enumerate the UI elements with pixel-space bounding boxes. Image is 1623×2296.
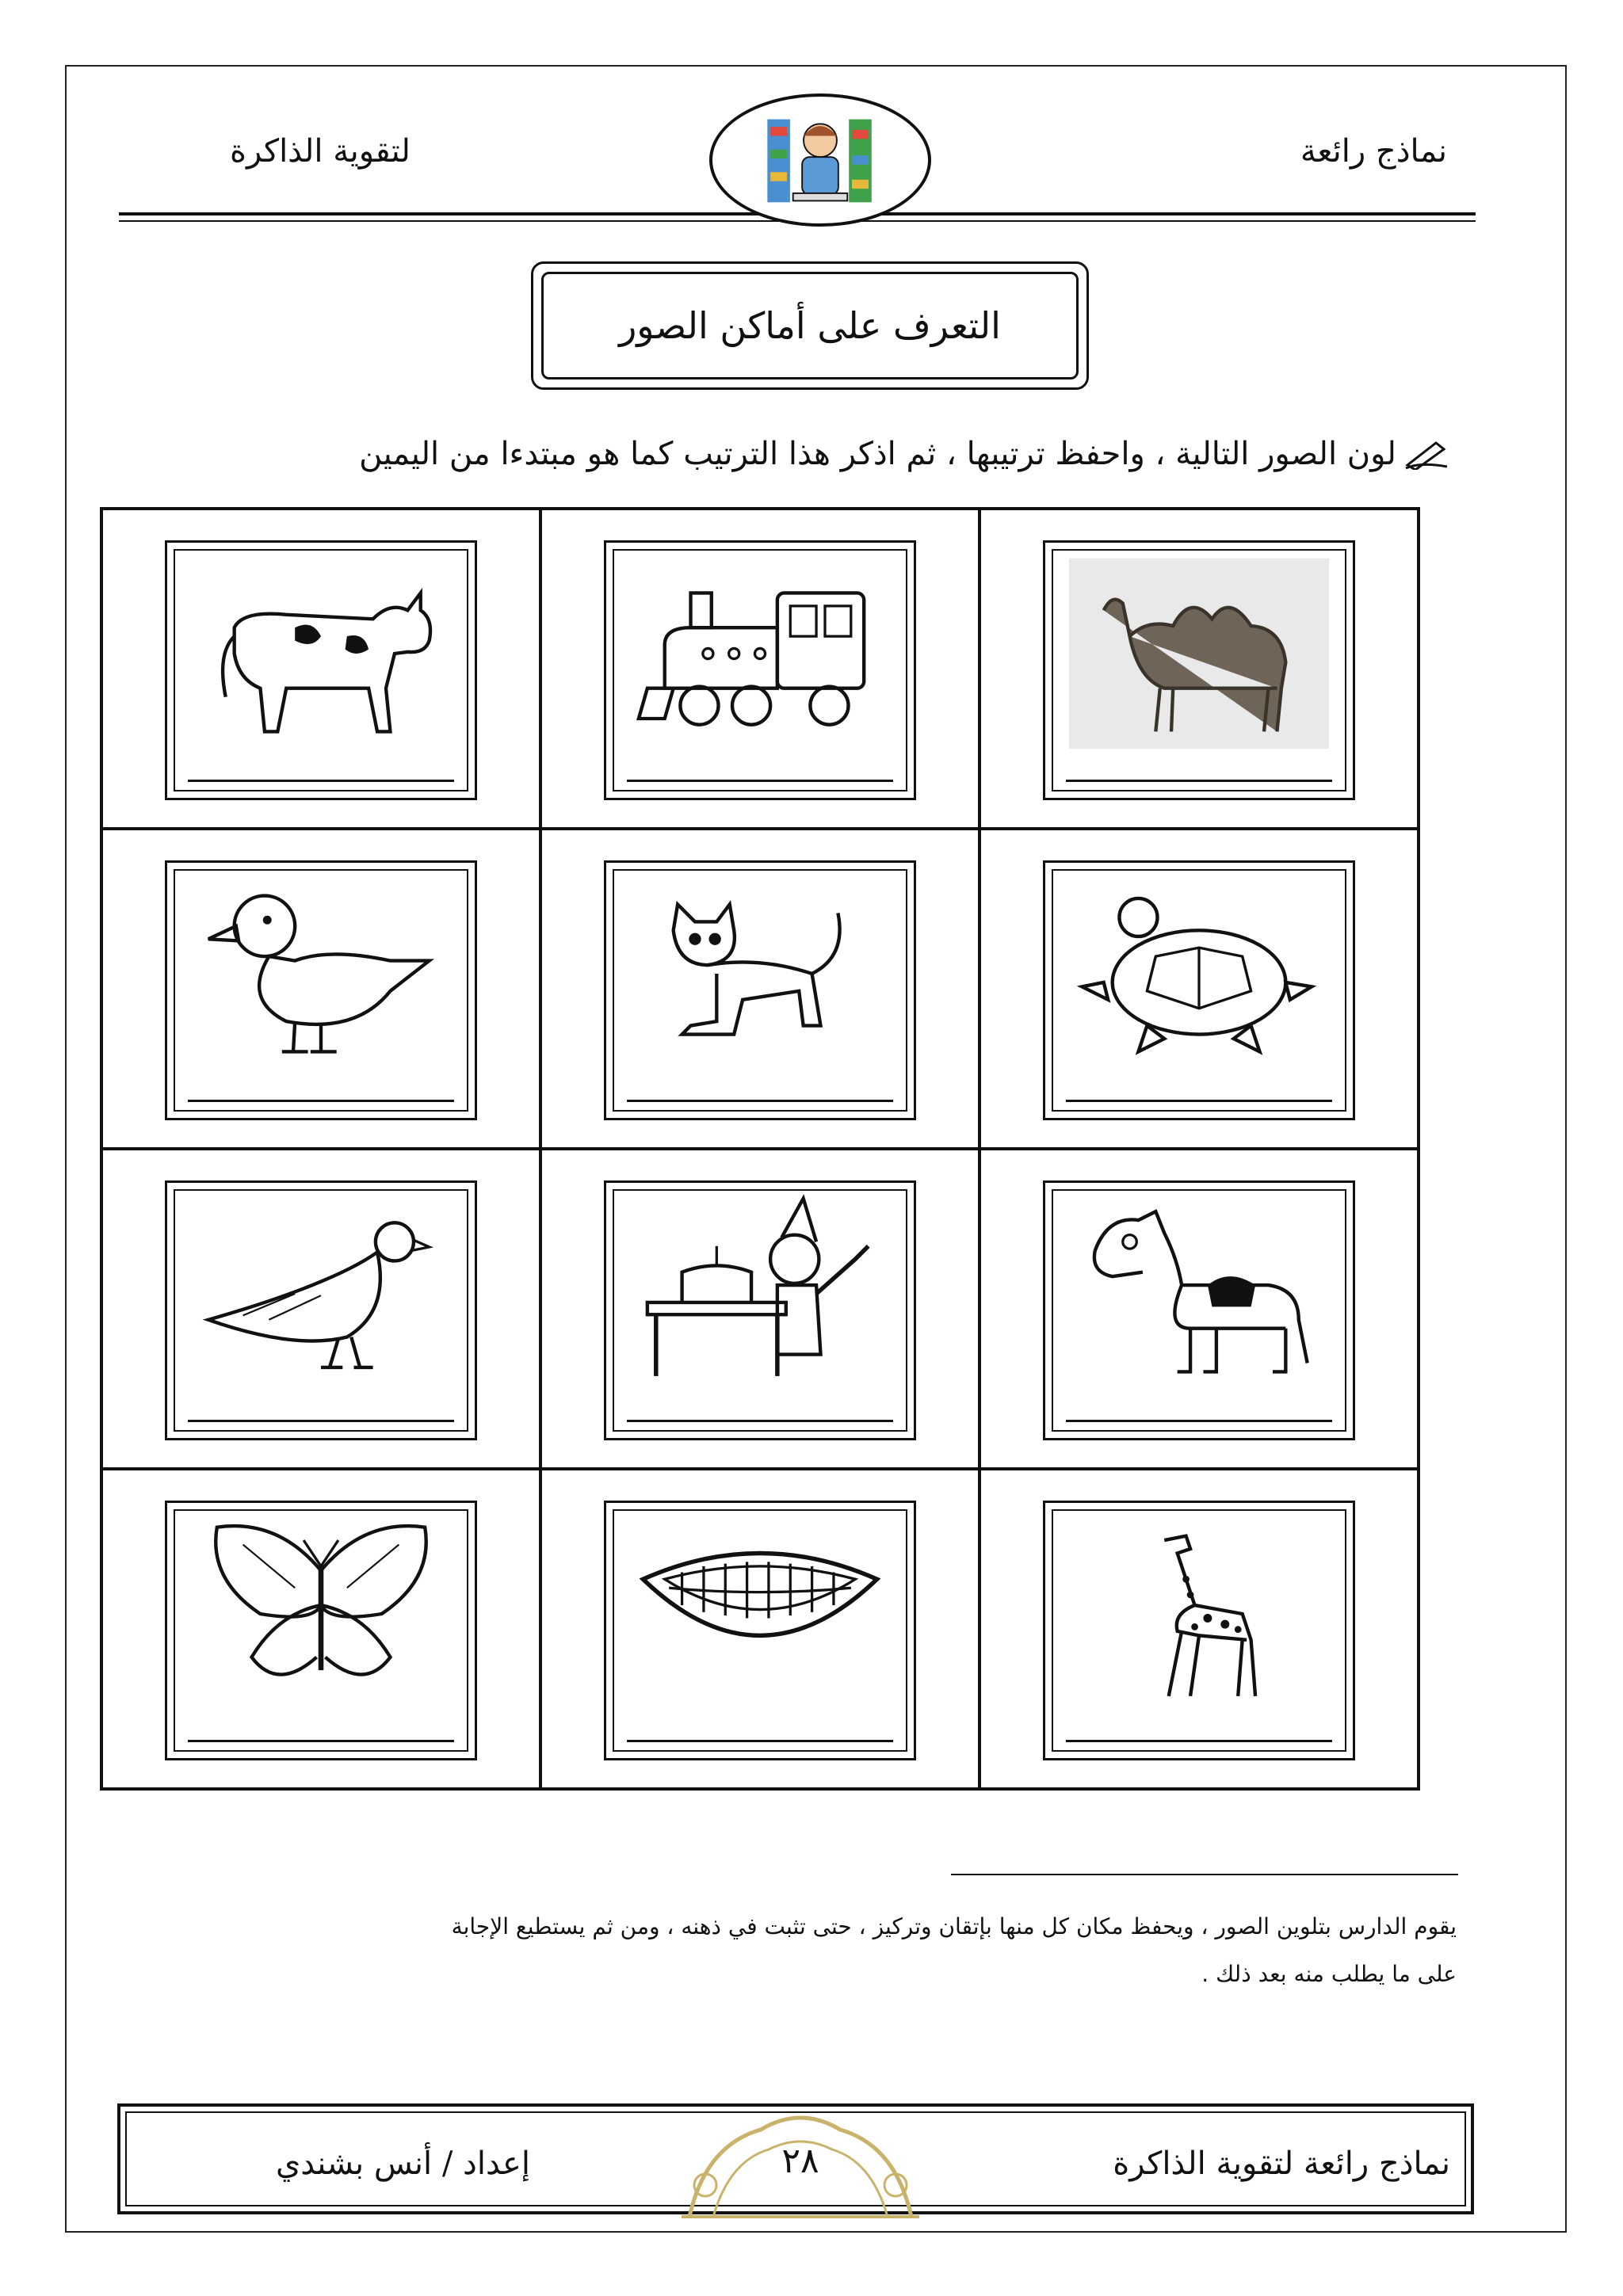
title-box [531, 261, 1089, 390]
grid-cell [101, 1469, 540, 1789]
birthday-boy-cake-icon [630, 1194, 890, 1394]
grid-cell [980, 1469, 1419, 1789]
train-icon [630, 554, 890, 753]
answer-line [1066, 1420, 1332, 1422]
answer-line [188, 1420, 454, 1422]
answer-line [627, 780, 893, 782]
picture-card [604, 1180, 916, 1440]
instruction [359, 436, 1449, 472]
picture-card [1043, 1501, 1355, 1760]
grid-cell [101, 829, 540, 1149]
grid-cell [540, 509, 980, 829]
page-title: التعرف على أماكن الصور [619, 304, 1001, 347]
grid-cell [101, 1149, 540, 1469]
grid-cell [101, 509, 540, 829]
grid-cell [540, 829, 980, 1149]
instruction-text: لون الصور التالية ، واحفظ ترتيبها ، ثم اذكر هذا الترتيب كما هو مبتدءا من اليمين [359, 436, 1396, 472]
giraffe-icon [1069, 1514, 1329, 1714]
page-number-ornament [674, 2098, 927, 2225]
picture-card [1043, 860, 1355, 1120]
footer-left-text: إعداد / أنس بشندي [276, 2145, 530, 2182]
picture-card [604, 1501, 916, 1760]
picture-card [165, 540, 477, 800]
grid-cell [980, 1149, 1419, 1469]
student-thinking-books-icon [712, 97, 928, 223]
footer-right-text: نماذج رائعة لتقوية الذاكرة [1113, 2145, 1450, 2182]
picture-card [165, 1501, 477, 1760]
answer-line [1066, 1100, 1332, 1102]
answer-line [627, 1740, 893, 1742]
picture-card [165, 860, 477, 1120]
teacher-note-line-1: يقوم الدارس بتلوين الصور ، ويحفظ مكان كل منها بإتقان وتركيز ، حتى تثبت في ذهنه ، ومن ثم يستطيع الإجابة [451, 1913, 1457, 1939]
picture-card [165, 1180, 477, 1440]
header-right-text: نماذج رائعة [1300, 133, 1447, 170]
camel-icon [1069, 554, 1329, 753]
grid-cell [540, 1469, 980, 1789]
butterfly-icon [191, 1514, 451, 1714]
pencil-writing-icon [1404, 438, 1449, 470]
cow-icon [191, 554, 451, 753]
grid-cell [540, 1149, 980, 1469]
grid-cell [980, 509, 1419, 829]
teacher-note-line-2: على ما يطلب منه بعد ذلك . [1201, 1961, 1457, 1987]
grid-cell [980, 829, 1419, 1149]
header-left-text: لتقوية الذاكرة [230, 133, 411, 170]
pigeon-icon [191, 1194, 451, 1394]
picture-grid [100, 507, 1420, 1791]
duck-icon [191, 874, 451, 1074]
horse-icon [1069, 1194, 1329, 1394]
turtle-icon [1069, 874, 1329, 1074]
picture-card [1043, 540, 1355, 800]
answer-line [627, 1420, 893, 1422]
page-number: ٢٨ [781, 2141, 819, 2181]
answer-line [1066, 1740, 1332, 1742]
picture-card [604, 860, 916, 1120]
header-logo [709, 93, 931, 227]
answer-line [627, 1100, 893, 1102]
answer-line [1066, 780, 1332, 782]
picture-card [604, 540, 916, 800]
answer-line [188, 1100, 454, 1102]
answer-line [188, 1740, 454, 1742]
picture-card [1043, 1180, 1355, 1440]
teeth-mouth-icon [630, 1514, 890, 1714]
answer-line [188, 780, 454, 782]
kitten-icon [630, 874, 890, 1074]
teacher-note [157, 1903, 1457, 1998]
note-separator [951, 1874, 1458, 1875]
